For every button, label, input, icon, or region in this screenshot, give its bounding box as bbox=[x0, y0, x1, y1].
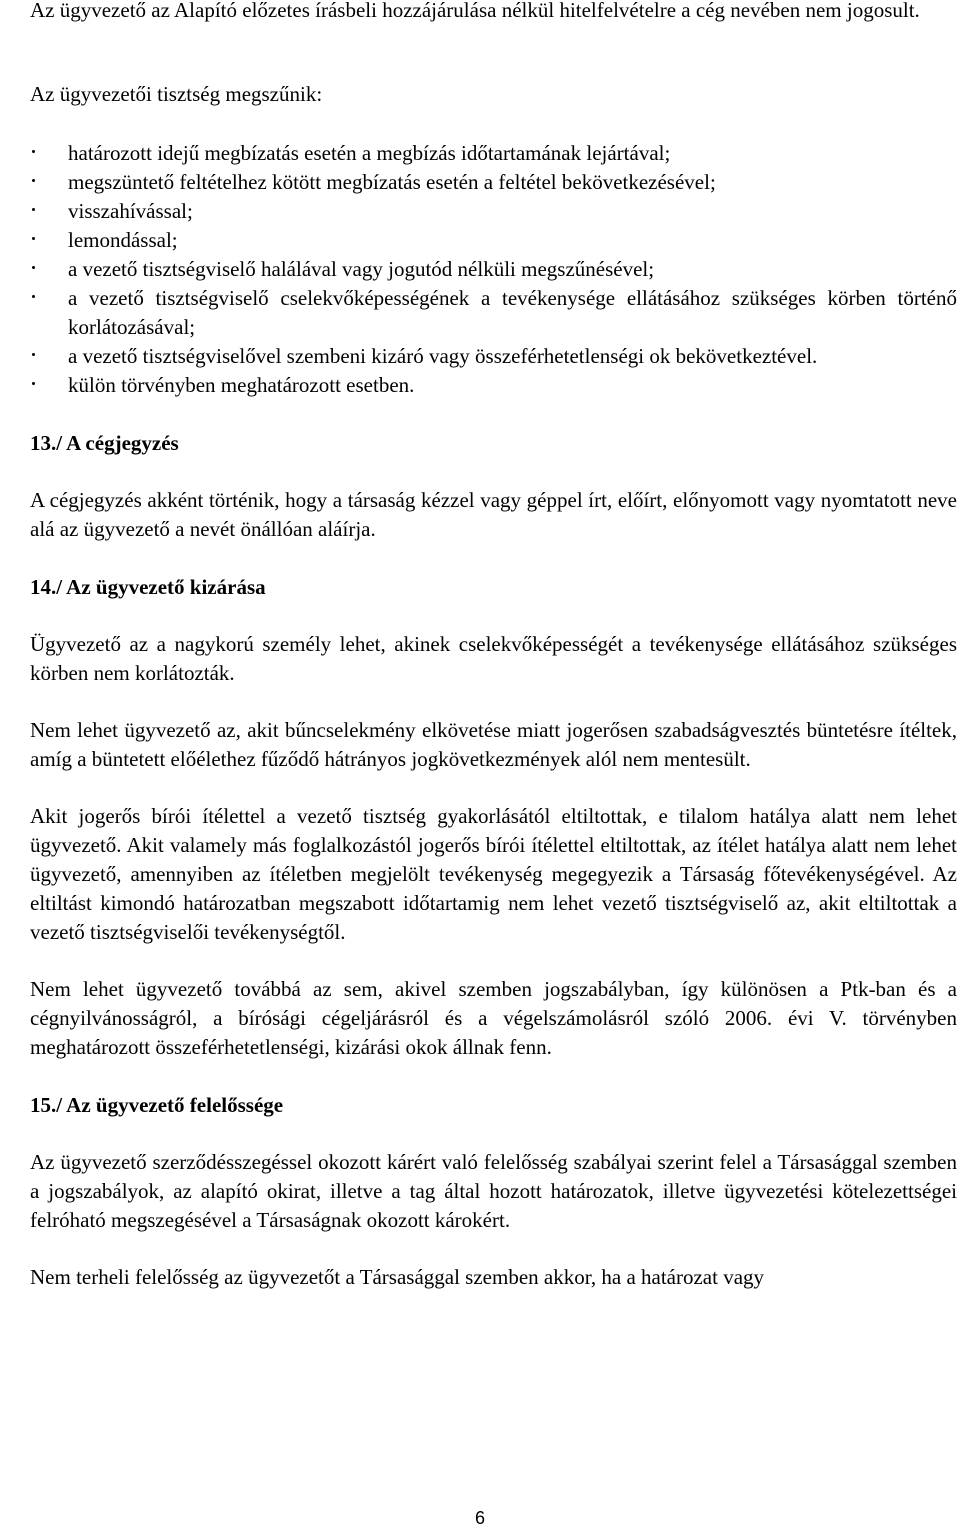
list-item: a vezető tisztségviselő halálával vagy jogutód nélküli megszűnésével; bbox=[30, 255, 957, 284]
bullet-icon bbox=[32, 266, 35, 269]
section-15-paragraph: Az ügyvezető szerződésszegéssel okozott kárért való felelősség szabályai szerint felel a Társasággal szemben a jogszabályok, az alapító okirat, illetve a tag által hozott határozatok, illetve ügyvezetési kötelezettségei felróható megszegésével a Társaságnak okozott károkért. bbox=[30, 1150, 957, 1232]
section-13-paragraph: A cégjegyzés akként történik, hogy a társaság kézzel vagy géppel írt, előírt, előnyomott vagy nyomtatott neve alá az ügyvezető a nevét önállóan aláírja. bbox=[30, 488, 957, 541]
list-item: visszahívással; bbox=[30, 197, 957, 226]
bullet-icon bbox=[32, 382, 35, 385]
termination-list bbox=[30, 139, 957, 400]
bullet-icon bbox=[32, 179, 35, 182]
section-14-paragraph: Nem lehet ügyvezető az, akit bűncselekmény elkövetése miatt jogerősen szabadságvesztés büntetésre ítéltek, amíg a büntetett előélethez fűződő hátrányos jogkövetkezmények alól nem mentesült. bbox=[30, 718, 957, 771]
list-item: határozott idejű megbízatás esetén a megbízás időtartamának lejártával; bbox=[30, 139, 957, 168]
termination-intro: Az ügyvezetői tisztség megszűnik: bbox=[30, 82, 323, 106]
document-page bbox=[30, 0, 957, 1292]
bullet-icon bbox=[32, 208, 35, 211]
section-15-heading: 15./ Az ügyvezető felelőssége bbox=[30, 1093, 284, 1117]
bullet-icon bbox=[32, 237, 35, 240]
section-14-heading: 14./ Az ügyvezető kizárása bbox=[30, 575, 266, 599]
list-item: megszüntető feltételhez kötött megbízatás esetén a feltétel bekövetkezésével; bbox=[30, 168, 957, 197]
bullet-icon bbox=[32, 295, 35, 298]
list-item: lemondással; bbox=[30, 226, 957, 255]
page-number: 6 bbox=[474, 1508, 485, 1528]
section-15-paragraph: Nem terheli felelősség az ügyvezetőt a Társasággal szemben akkor, ha a határozat vagy bbox=[30, 1265, 765, 1289]
bullet-icon bbox=[32, 150, 35, 153]
list-item: a vezető tisztségviselővel szembeni kizáró vagy összeférhetetlenségi ok bekövetkeztével. bbox=[30, 342, 957, 371]
credit-restriction-paragraph: Az ügyvezető az Alapító előzetes írásbeli hozzájárulása nélkül hitelfelvételre a cég nevében nem jogosult. bbox=[30, 0, 920, 22]
list-item: a vezető tisztségviselő cselekvőképességének a tevékenysége ellátásához szükséges körben történő korlátozásával; bbox=[30, 284, 957, 342]
section-14-paragraph: Ügyvezető az a nagykorú személy lehet, akinek cselekvőképességét a tevékenysége ellátásához szükséges körben nem korlátozták. bbox=[30, 632, 957, 685]
list-item: külön törvényben meghatározott esetben. bbox=[30, 371, 957, 400]
section-13-heading: 13./ A cégjegyzés bbox=[30, 431, 179, 455]
section-14-paragraph: Akit jogerős bírói ítélettel a vezető tisztség gyakorlásától eltiltottak, e tilalom hatálya alatt nem lehet ügyvezető. Akit valamely más foglalkozástól jogerős bírói ítélettel eltiltottak, az ítélet hatálya alatt nem lehet ügyvezető, amennyiben az ítéletben megjelölt tevékenység megegyezik a Társaság főtevékenységével. Az eltiltást kimondó határozatban megszabott időtartamig nem lehet vezető tisztségviselő az, akit eltiltottak a vezető tisztségviselői tevékenységtől. bbox=[30, 804, 957, 944]
section-14-paragraph: Nem lehet ügyvezető továbbá az sem, akivel szemben jogszabályban, így különösen a Ptk-ban és a cégnyilvánosságról, a bírósági cégeljárásról és a végelszámolásról szóló 2006. évi V. törvényben meghatározott összeférhetetlenségi, kizárási okok állnak fenn. bbox=[30, 977, 957, 1059]
bullet-icon bbox=[32, 353, 35, 356]
